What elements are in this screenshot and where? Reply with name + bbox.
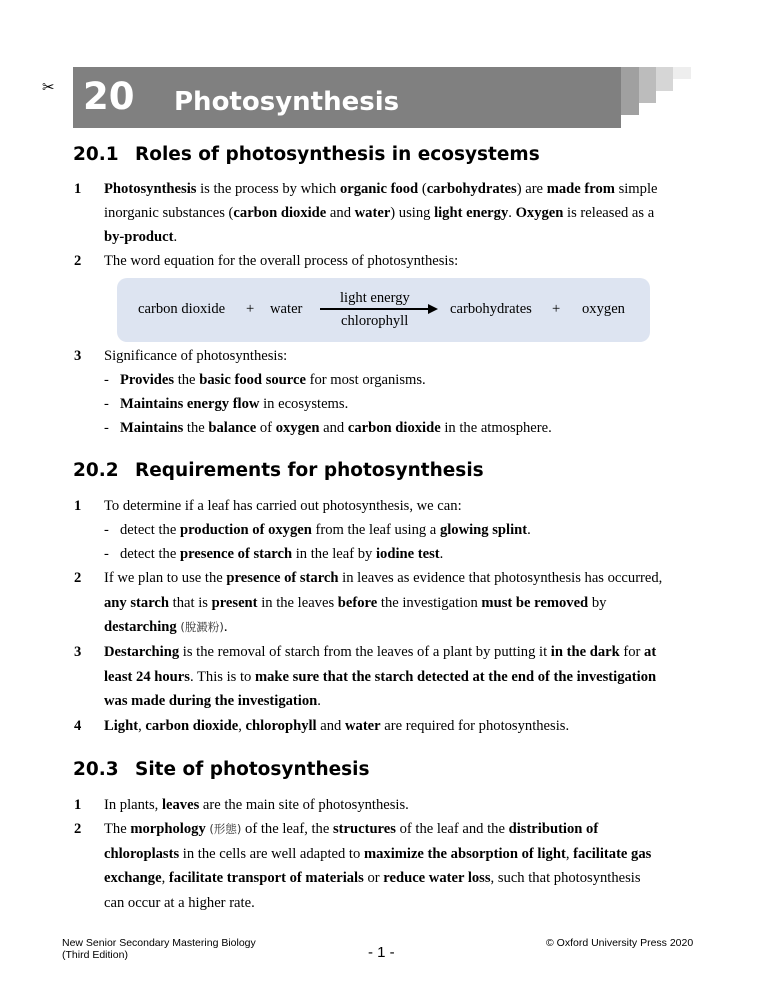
paragraph-line: least 24 hours. This is to make sure that the starch detected at the end of the investigation <box>104 669 657 685</box>
item-number: 1 <box>74 797 82 813</box>
paragraph-line: inorganic substances (carbon dioxide and water) using light energy. Oxygen is released as a <box>104 205 655 221</box>
equation-plus: + <box>246 301 255 317</box>
paragraph-line: The word equation for the overall process of photosynthesis: <box>104 253 459 269</box>
paragraph-line: chloroplasts in the cells are well adapted to maximize the absorption of light, facilitate gas <box>104 846 652 862</box>
equation-arrow <box>320 308 430 310</box>
paragraph-line: exchange, facilitate transport of materials or reduce water loss, such that photosynthesis <box>104 870 641 886</box>
equation-product-oxygen: oxygen <box>582 301 625 317</box>
paragraph-line: To determine if a leaf has carried out photosynthesis, we can: <box>104 498 462 514</box>
chapter-title: Photosynthesis <box>174 87 400 117</box>
bullet-item: - Maintains the balance of oxygen and carbon dioxide in the atmosphere. <box>104 420 552 436</box>
item-number: 3 <box>74 348 82 364</box>
equation-plus: + <box>552 301 561 317</box>
equation-condition-chlorophyll: chlorophyll <box>341 313 409 329</box>
paragraph-line: If we plan to use the presence of starch in leaves as evidence that photosynthesis has occurred, <box>104 570 663 586</box>
paragraph-line: Light, carbon dioxide, chlorophyll and water are required for photosynthesis. <box>104 718 570 734</box>
header-step-decoration-1 <box>621 67 639 115</box>
section-heading-20-2 <box>73 459 484 483</box>
header-step-decoration-4 <box>673 67 691 79</box>
section-title: Roles of photosynthesis in ecosystems <box>135 144 540 165</box>
scissors-icon: ✂ <box>42 78 55 96</box>
bullet-item: - Provides the basic food source for most organisms. <box>104 372 426 388</box>
section-heading-20-1 <box>73 143 540 167</box>
item-number: 2 <box>74 570 82 586</box>
section-title: Requirements for photosynthesis <box>135 460 484 481</box>
paragraph-line: Destarching is the removal of starch from the leaves of a plant by putting it in the dark for at <box>104 644 657 660</box>
footer-book-title: New Senior Secondary Mastering Biology <box>62 937 256 949</box>
paragraph-line: was made during the investigation. <box>104 693 321 709</box>
paragraph-line: Significance of photosynthesis: <box>104 348 288 364</box>
equation-product-carbohydrates: carbohydrates <box>450 301 532 317</box>
paragraph-line: any starch that is present in the leaves before the investigation must be removed by <box>104 595 607 611</box>
item-number: 3 <box>74 644 82 660</box>
section-number: 20.2 <box>73 460 119 481</box>
paragraph-line: Photosynthesis is the process by which organic food (carbohydrates) are made from simple <box>104 181 658 197</box>
header-step-decoration-3 <box>656 67 673 91</box>
item-number: 1 <box>74 498 82 514</box>
bullet-item: - detect the production of oxygen from the leaf using a glowing splint. <box>104 522 531 538</box>
section-number: 20.1 <box>73 144 119 165</box>
chapter-number: 20 <box>83 75 135 118</box>
footer-edition: (Third Edition) <box>62 949 128 961</box>
footer-copyright: © Oxford University Press 2020 <box>546 937 694 949</box>
bullet-item: - Maintains energy flow in ecosystems. <box>104 396 349 412</box>
paragraph-line: In plants, leaves are the main site of photosynthesis. <box>104 797 409 813</box>
item-number: 2 <box>74 821 82 837</box>
equation-reactant-carbon-dioxide: carbon dioxide <box>138 301 226 317</box>
paragraph-line: can occur at a higher rate. <box>104 895 255 911</box>
item-number: 4 <box>74 718 82 734</box>
paragraph-line: by-product. <box>104 229 178 245</box>
page-number: - 1 - <box>368 944 395 961</box>
bullet-item: - detect the presence of starch in the leaf by iodine test. <box>104 546 444 562</box>
paragraph-line: destarching (脫澱粉). <box>104 619 228 635</box>
section-number: 20.3 <box>73 759 119 780</box>
item-number: 2 <box>74 253 82 269</box>
equation-condition-light-energy: light energy <box>340 290 410 306</box>
equation-reactant-water: water <box>270 301 303 317</box>
header-step-decoration-2 <box>639 67 656 103</box>
section-title: Site of photosynthesis <box>135 759 370 780</box>
arrow-head-icon <box>428 304 438 314</box>
paragraph-line: The morphology (形態) of the leaf, the structures of the leaf and the distribution of <box>104 821 599 837</box>
section-heading-20-3 <box>73 758 370 782</box>
item-number: 1 <box>74 181 82 197</box>
